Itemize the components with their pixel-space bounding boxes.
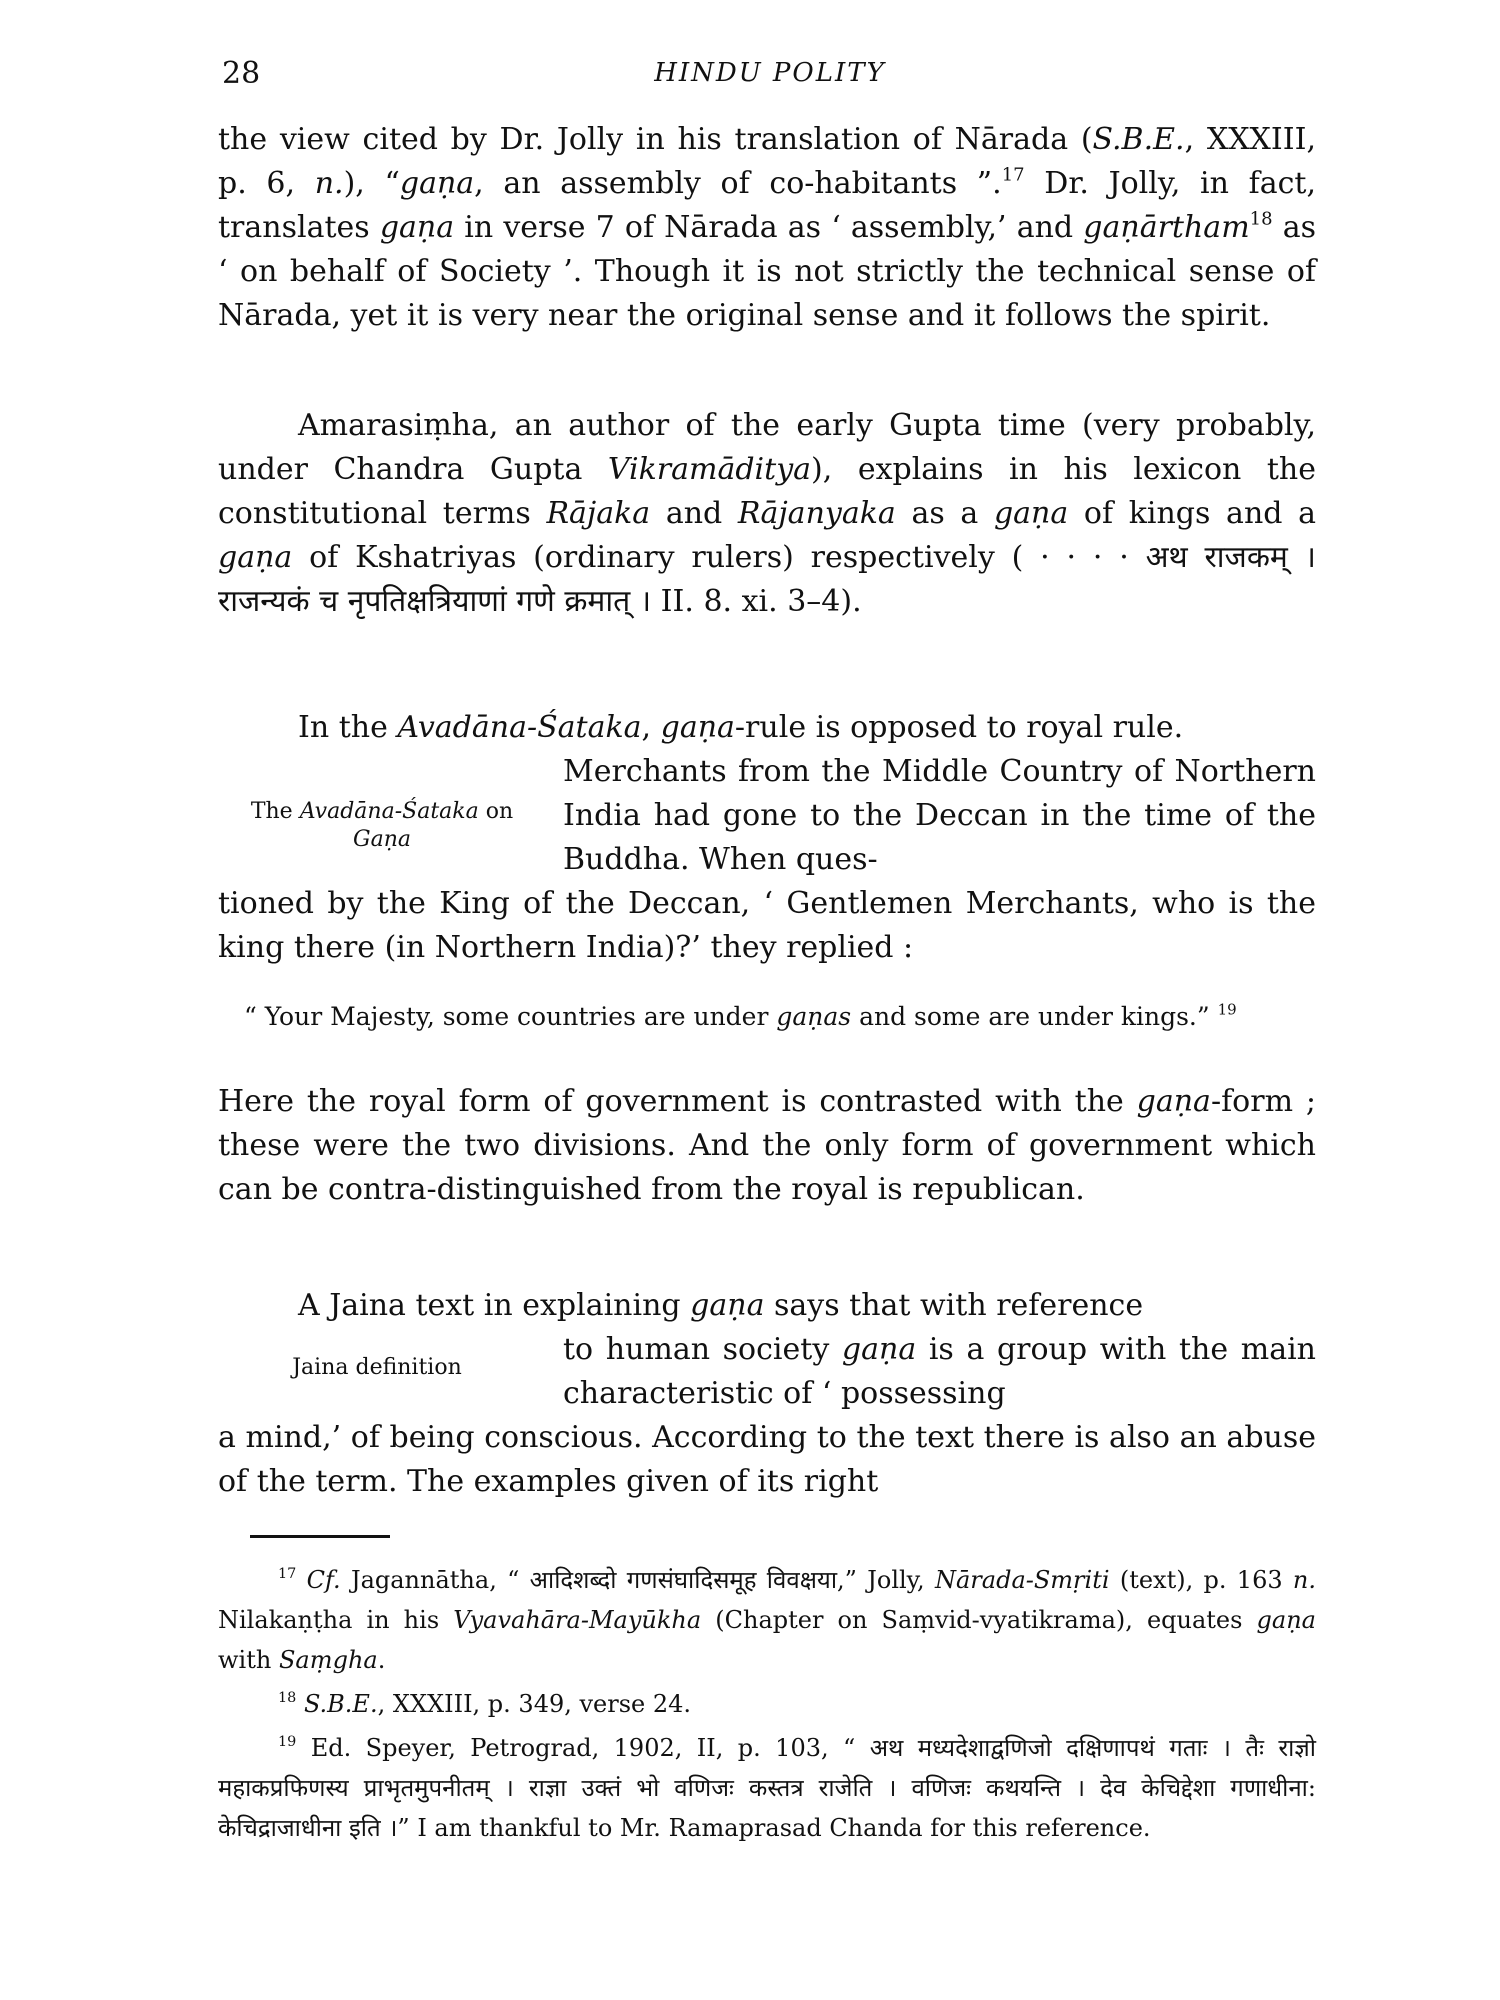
paragraph-line bbox=[218, 1284, 1316, 1328]
italic-term: gaṇa bbox=[690, 1288, 765, 1323]
text-run: Ed. Speyer, Petrograd, 1902, II, p. 103, “ अथ मध्यदेशाद्वणिजो दक्षिणापथं गताः । तैः राज्ञो महाकप्रफिणस्य प्राभृतमुपनीतम् । राज्ञा उक्तं भो वणिजः कस्तत्र राजेति । वणिजः कथयन्ति । देव केचिद्देशा गणाधीना: केचिद्राजाधीना इति ।” I am thankful to Mr. Ramaprasad Chanda for this reference. bbox=[218, 1734, 1316, 1842]
text-run: on bbox=[478, 799, 514, 824]
italic-term: Avadāna-Śataka bbox=[299, 799, 479, 824]
page-number: 28 bbox=[222, 56, 261, 91]
italic-term: S.B.E. bbox=[1092, 122, 1185, 157]
italic-term: gaṇa bbox=[379, 210, 455, 245]
text-run: “ Your Majesty, some countries are under bbox=[244, 1002, 777, 1031]
footnote-marker: 19 bbox=[1217, 1000, 1237, 1019]
text-run: and some are under kings.” bbox=[851, 1002, 1218, 1031]
text-run: with bbox=[218, 1646, 279, 1674]
text-run: -rule is opposed to royal rule. bbox=[734, 710, 1184, 745]
italic-term: Vyavahāra-Mayūkha bbox=[453, 1606, 702, 1634]
side-note-avadana bbox=[232, 798, 532, 854]
text-run: A Jaina text in explaining bbox=[298, 1288, 691, 1323]
text-run: ), explains in his lexicon the constitutional terms bbox=[218, 452, 1316, 531]
page-header bbox=[0, 56, 1500, 100]
text-run: , bbox=[641, 710, 661, 745]
italic-term: n. bbox=[1292, 1566, 1317, 1594]
text-run: , XXXIII, p. 6, bbox=[218, 122, 1316, 201]
quote-text bbox=[218, 1000, 1316, 1034]
footnotes bbox=[218, 1560, 1316, 1852]
text-run: and bbox=[650, 496, 738, 531]
footnote-18 bbox=[218, 1684, 1316, 1724]
text-run bbox=[296, 1690, 304, 1718]
footnote-17 bbox=[218, 1560, 1316, 1680]
italic-term: gaṇārtham bbox=[1083, 210, 1250, 245]
paragraph-text bbox=[218, 404, 1316, 624]
text-run: (Chapter on Saṃvid-vyatikrama), equates bbox=[701, 1606, 1257, 1634]
text-run: to human society bbox=[563, 1332, 842, 1367]
footnote-marker: 17 bbox=[1001, 164, 1025, 186]
italic-term: Rājaka bbox=[546, 496, 651, 531]
paragraph-line bbox=[218, 706, 1316, 750]
footnote-marker: 18 bbox=[278, 1689, 297, 1706]
text-run: in verse 7 of Nārada as ‘ assembly,’ and bbox=[454, 210, 1084, 245]
footnote-rule bbox=[250, 1535, 390, 1538]
footnote-marker: 17 bbox=[278, 1565, 297, 1582]
text-run: In the bbox=[298, 710, 398, 745]
italic-term: Gaṇa bbox=[353, 827, 411, 852]
text-run: The bbox=[250, 799, 300, 824]
italic-term: gaṇa bbox=[660, 710, 735, 745]
text-run: (text), p. 163 bbox=[1109, 1566, 1293, 1594]
text-run: , an assembly of co-habitants ”. bbox=[474, 166, 1002, 201]
side-note-jaina bbox=[242, 1354, 512, 1382]
text-run: says that with reference bbox=[764, 1288, 1144, 1323]
text-run: Dr. Jolly, in fact, translates bbox=[218, 166, 1317, 245]
italic-term: gaṇa bbox=[218, 540, 293, 575]
paragraph-contrast bbox=[218, 1080, 1316, 1212]
text-run: of Kshatriyas (ordinary rulers) respectively ( · · · · अथ राजकम् । राजन्यकं च नृपतिक्षत्रियाणां गणे क्रमात् । II. 8. xi. 3–4). bbox=[218, 540, 1316, 619]
italic-term: Cf. bbox=[306, 1566, 341, 1594]
text-run: the view cited by Dr. Jolly in his translation of Nārada ( bbox=[218, 122, 1093, 157]
paragraph-amarasimha bbox=[218, 404, 1316, 624]
italic-term: gaṇa bbox=[1136, 1084, 1211, 1119]
italic-term: Saṃgha bbox=[278, 1646, 378, 1674]
italic-term: gaṇa bbox=[399, 166, 475, 201]
text-run: ), “ bbox=[343, 166, 400, 201]
italic-term: Rājanyaka bbox=[737, 496, 896, 531]
running-title: HINDU POLITY bbox=[654, 58, 886, 88]
text-run: Amarasiṃha, an author of the early Gupta time (very probably, under Chandra Gupta bbox=[218, 408, 1316, 487]
text-run: of kings and a bbox=[1068, 496, 1317, 531]
paragraph-text: tioned by the King of the Deccan, ‘ Gentlemen Merchants, who is the king there (in Northern India)?’ they replied : bbox=[218, 886, 1316, 965]
text-run: Jagannātha, “ आदिशब्दो गणसंघादिसमूह विवक्षया,” Jolly, bbox=[340, 1566, 935, 1594]
paragraph-wrapped-lines: Merchants from the Middle Country of Northern India had gone to the Deccan in the time of the Buddha. When ques- bbox=[563, 754, 1316, 877]
text-run: as a bbox=[895, 496, 994, 531]
italic-term: gaṇa bbox=[993, 496, 1069, 531]
paragraph-jolly-narada bbox=[218, 118, 1316, 338]
italic-term: gaṇa bbox=[1256, 1606, 1316, 1634]
italic-term: gaṇas bbox=[776, 1002, 852, 1031]
italic-term: n. bbox=[314, 166, 344, 201]
paragraph-text: a mind,’ of being conscious. According to the text there is also an abuse of the term. The examples given of its right bbox=[218, 1420, 1316, 1499]
text-run bbox=[296, 1566, 306, 1594]
text-run: . bbox=[377, 1646, 386, 1674]
side-note-text bbox=[251, 799, 513, 852]
paragraph-text bbox=[218, 118, 1316, 338]
footnote-19 bbox=[218, 1728, 1316, 1848]
text-run: is a group with the main characteristic of ‘ possessing bbox=[563, 1332, 1316, 1411]
side-note-text: Jaina definition bbox=[292, 1355, 462, 1380]
paragraph-text bbox=[218, 1080, 1316, 1212]
text-run: , XXXIII, p. 349, verse 24. bbox=[377, 1690, 692, 1718]
text-run: -form ; these were the two divisions. And the only form of government which can be contra-distinguished from the royal is republican. bbox=[218, 1084, 1317, 1207]
text-run: as ‘ on behalf of Society ’. Though it is not strictly the technical sense of Nārada, yet it is very near the original sense and it follows the spirit. bbox=[218, 210, 1316, 333]
italic-term: Vikramāditya bbox=[607, 452, 812, 487]
text-run: Nilakaṇṭha in his bbox=[218, 1606, 454, 1634]
italic-term: Avadāna-Śataka bbox=[397, 710, 642, 745]
italic-term: gaṇa bbox=[841, 1332, 917, 1367]
footnote-marker: 18 bbox=[1249, 208, 1273, 230]
footnote-marker: 19 bbox=[278, 1733, 297, 1750]
italic-term: Nārada-Smṛiti bbox=[934, 1566, 1110, 1594]
block-quote bbox=[218, 1000, 1316, 1034]
italic-term: S.B.E. bbox=[303, 1690, 378, 1718]
paragraph-wrapped-lines bbox=[563, 1328, 1316, 1416]
paragraph-jaina bbox=[218, 1284, 1316, 1504]
text-run: Here the royal form of government is contrasted with the bbox=[218, 1084, 1137, 1119]
